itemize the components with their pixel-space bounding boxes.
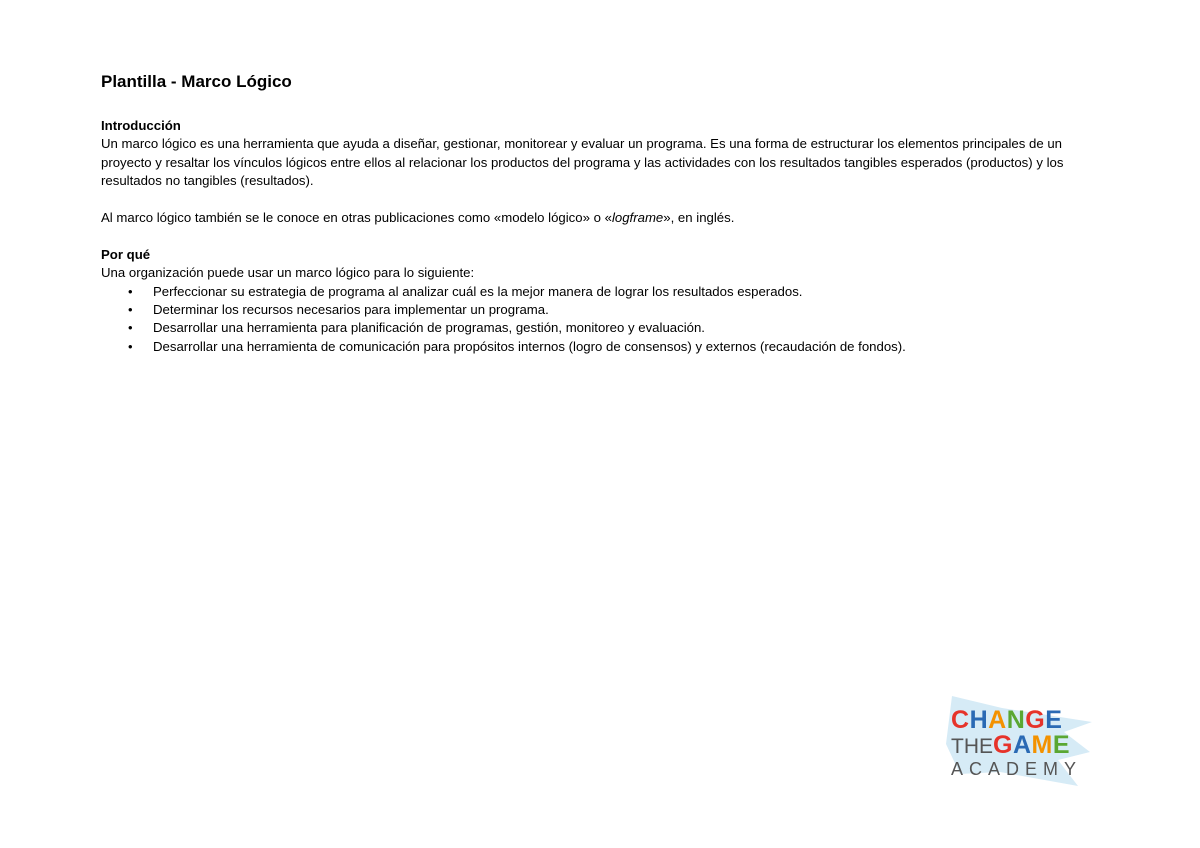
logframe-note-end: », en inglés. xyxy=(663,210,735,226)
logframe-note-start: Al marco lógico también se le conoce en otras publicaciones como «modelo lógico» o « xyxy=(101,210,612,226)
list-item xyxy=(101,301,1101,319)
bullet-icon: • xyxy=(128,283,133,299)
logo-game-letter: G xyxy=(993,731,1013,759)
logo-word-game xyxy=(993,731,1070,759)
logo-word-academy: ACADEMY xyxy=(951,759,1083,779)
document-body xyxy=(101,117,1101,356)
logo-game-letter: M xyxy=(1031,731,1053,759)
logo-change-letter: H xyxy=(969,706,989,734)
bullet-icon: • xyxy=(128,320,133,336)
logo-change-letter: G xyxy=(1025,706,1046,734)
logo-word-the-game xyxy=(951,731,1070,760)
change-the-game-academy-logo xyxy=(940,694,1100,790)
paragraph-spacer xyxy=(101,227,1101,245)
intro-heading: Introducción xyxy=(101,118,181,133)
list-item-text: Perfeccionar su estrategia de programa al analizar cuál es la mejor manera de lograr los resultados esperados. xyxy=(153,283,803,299)
list-item xyxy=(101,283,1101,301)
logframe-term: logframe xyxy=(611,210,664,226)
list-item-text: Desarrollar una herramienta para planificación de programas, gestión, monitoreo y evaluación. xyxy=(153,320,705,336)
list-item xyxy=(101,338,1101,356)
list-item xyxy=(101,319,1101,337)
purpose-list xyxy=(101,283,1101,357)
intro-paragraph: Un marco lógico es una herramienta que ayuda a diseñar, gestionar, monitorear y evaluar un programa. Es una forma de estructurar los elementos principales de un proyecto y resaltar los vínculos lógicos entre ellos al relacionar los productos del programa y las actividades con los resultados tangibles esperados (productos) y los resultados no tangibles (resultados). xyxy=(101,136,1064,189)
list-item-text: Determinar los recursos necesarios para implementar un programa. xyxy=(153,302,549,318)
logo-change-letter: N xyxy=(1006,706,1026,734)
logo-change-letter: C xyxy=(951,706,970,734)
bullet-icon: • xyxy=(128,338,133,354)
why-heading: Por qué xyxy=(101,246,151,262)
logo-game-letter: E xyxy=(1052,731,1071,759)
logframe-note xyxy=(101,209,1101,227)
list-item-text: Desarrollar una herramienta de comunicación para propósitos internos (logro de consensos) y externos (recaudación de fondos). xyxy=(153,338,906,354)
document-title: Plantilla - Marco Lógico xyxy=(101,72,292,91)
bullet-icon: • xyxy=(128,302,133,318)
logo-change-letter: A xyxy=(988,706,1007,734)
why-lead: Una organización puede usar un marco lógico para lo siguiente: xyxy=(101,265,475,281)
logo-word-the: THE xyxy=(951,735,993,758)
paragraph-spacer xyxy=(101,191,1101,209)
logo-game-letter: A xyxy=(1012,731,1032,759)
logo-change-letter: E xyxy=(1045,706,1063,734)
